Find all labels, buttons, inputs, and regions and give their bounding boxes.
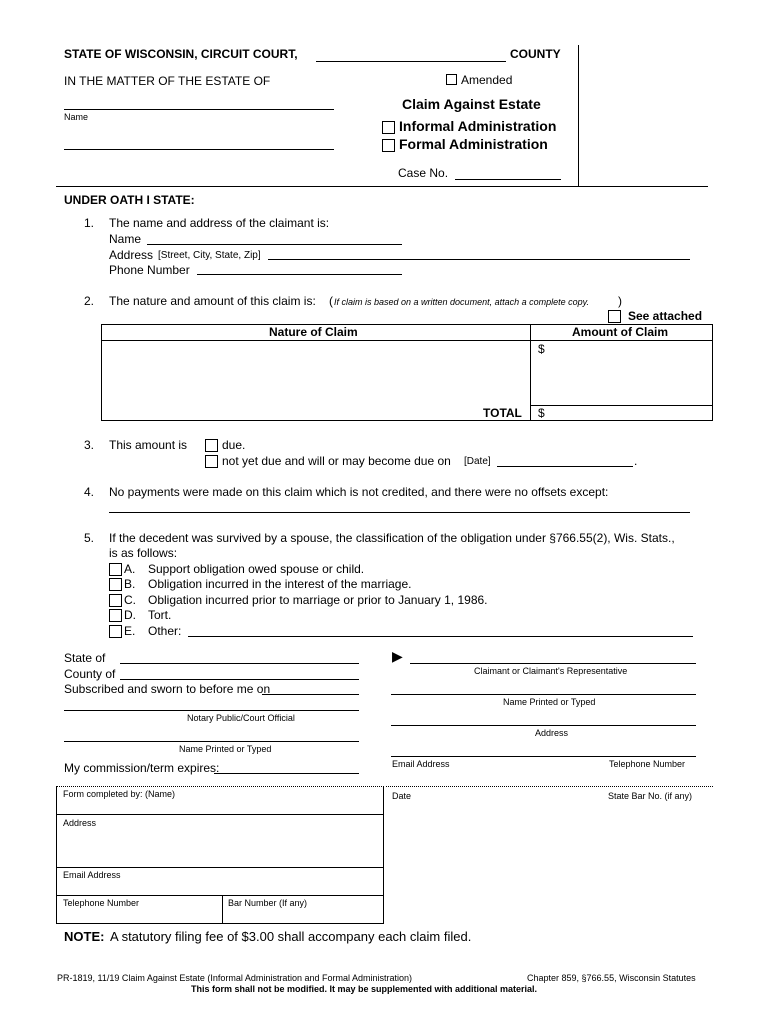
case-no-line[interactable]: [455, 179, 561, 180]
item2-text: The nature and amount of this claim is:: [109, 294, 316, 308]
subscribed-label: Subscribed and sworn to before me on: [64, 682, 271, 696]
form-id: PR-1819, 11/19 Claim Against Estate (Informal Administration and Formal Administration): [57, 973, 412, 983]
completed-box-rule-3: [56, 895, 384, 896]
header-bottom-rule: [56, 186, 708, 187]
county-of-line[interactable]: [120, 679, 359, 680]
claimant-signature-line[interactable]: [410, 663, 696, 664]
oath-heading: UNDER OATH I STATE:: [64, 193, 195, 207]
commission-label: My commission/term expires:: [64, 761, 220, 775]
informal-checkbox[interactable]: [382, 121, 395, 134]
informal-label: Informal Administration: [399, 118, 557, 134]
item4-number: 4.: [84, 485, 95, 499]
completed-email-label[interactable]: Email Address: [63, 870, 121, 880]
option-a-letter: A.: [124, 562, 136, 576]
claimant-telephone-caption: Telephone Number: [609, 759, 686, 769]
county-label: COUNTY: [510, 47, 561, 61]
notary-signature-line[interactable]: [64, 710, 359, 711]
claimant-printed-name-caption: Name Printed or Typed: [503, 697, 596, 707]
claim-table-total-rule: [530, 405, 713, 406]
claimant-date-caption: Date: [392, 791, 412, 801]
county-line[interactable]: [316, 61, 506, 62]
claimant-address-caption: Address: [535, 728, 569, 738]
completed-address-label[interactable]: Address: [63, 818, 97, 828]
notary-name-line[interactable]: [64, 741, 359, 742]
item5-text-line1: If the decedent was survived by a spouse, the classification of the obligation under §766.55(2), Wis. Stats.,: [109, 531, 675, 545]
option-b-checkbox[interactable]: [109, 578, 122, 591]
notary-name-caption: Name Printed or Typed: [179, 744, 272, 754]
sign-here-arrow-icon: ▶: [392, 648, 403, 664]
amount-dollar-sign: $: [538, 342, 545, 356]
offsets-line[interactable]: [109, 512, 690, 513]
nature-column-header: Nature of Claim: [269, 325, 358, 339]
option-d-checkbox[interactable]: [109, 609, 122, 622]
item5-number: 5.: [84, 531, 95, 545]
option-d-text: Tort.: [148, 608, 172, 622]
due-checkbox[interactable]: [205, 439, 218, 452]
form-title: Claim Against Estate: [402, 96, 541, 112]
see-attached-checkbox[interactable]: [608, 310, 621, 323]
not-yet-due-label: not yet due and will or may become due on: [222, 454, 451, 468]
option-a-checkbox[interactable]: [109, 563, 122, 576]
claimant-address-label: Address: [109, 248, 154, 262]
claimant-address-line[interactable]: [268, 259, 690, 260]
option-c-text: Obligation incurred prior to marriage or prior to January 1, 1986.: [148, 593, 488, 607]
claimant-name-label: Name: [109, 232, 142, 246]
item3-text: This amount is: [109, 438, 188, 452]
notary-official-caption: Notary Public/Court Official: [187, 713, 295, 723]
not-yet-due-checkbox[interactable]: [205, 455, 218, 468]
county-of-label: County of: [64, 667, 116, 681]
item2-hint: If claim is based on a written document, attach a complete copy.: [334, 297, 589, 307]
amended-checkbox[interactable]: [446, 74, 457, 85]
modification-notice: This form shall not be modified. It may be supplemented with additional material.: [191, 984, 538, 994]
item2-paren-close: ): [618, 294, 622, 308]
amount-column-header: Amount of Claim: [572, 325, 668, 339]
estate-name-line[interactable]: [64, 109, 334, 110]
address-hint: [Street, City, State, Zip]: [158, 250, 261, 261]
commission-line[interactable]: [214, 773, 359, 774]
claimant-printed-name-line[interactable]: [391, 694, 696, 695]
amended-label: Amended: [461, 73, 513, 87]
option-c-letter: C.: [124, 593, 136, 607]
claimant-email-caption: Email Address: [392, 759, 450, 769]
completed-telephone-label[interactable]: Telephone Number: [63, 898, 140, 908]
completed-box-column-rule: [222, 895, 223, 924]
completed-by-label[interactable]: Form completed by: (Name): [63, 789, 176, 799]
statutes-reference: Chapter 859, §766.55, Wisconsin Statutes: [527, 973, 696, 983]
claimant-email-phone-line[interactable]: [391, 756, 696, 757]
due-date-period: .: [634, 454, 638, 468]
state-of-line[interactable]: [120, 663, 359, 664]
item1-text: The name and address of the claimant is:: [109, 216, 330, 230]
option-b-text: Obligation incurred in the interest of the marriage.: [148, 577, 412, 591]
completed-bar-number-label[interactable]: Bar Number (If any): [228, 898, 308, 908]
formal-checkbox[interactable]: [382, 139, 395, 152]
option-b-letter: B.: [124, 577, 136, 591]
claimant-phone-label: Phone Number: [109, 263, 190, 277]
item1-number: 1.: [84, 216, 95, 230]
note-label: NOTE:: [64, 929, 105, 944]
completed-box-rule-1: [56, 814, 384, 815]
option-d-letter: D.: [124, 608, 136, 622]
nature-of-claim-cell[interactable]: [102, 341, 529, 404]
date-hint: [Date]: [464, 456, 491, 467]
total-dollar-sign: $: [538, 406, 545, 420]
claimant-rep-caption: Claimant or Claimant's Representative: [474, 666, 628, 676]
header-divider: [578, 45, 579, 186]
claimant-phone-line[interactable]: [197, 274, 402, 275]
amount-of-claim-cell[interactable]: [531, 341, 712, 404]
option-e-text: Other:: [148, 624, 182, 638]
note-text: A statutory filing fee of $3.00 shall accompany each claim filed.: [110, 929, 472, 944]
item2-paren-open: (: [329, 294, 333, 308]
claimant-name-line[interactable]: [147, 244, 402, 245]
item4-text: No payments were made on this claim which is not credited, and there were no offsets except:: [109, 485, 609, 499]
claimant-sig-address-line[interactable]: [391, 725, 696, 726]
item2-number: 2.: [84, 294, 95, 308]
matter-label: IN THE MATTER OF THE ESTATE OF: [64, 74, 271, 88]
estate-name-line-2[interactable]: [64, 149, 334, 150]
subscribed-date-line[interactable]: [262, 694, 359, 695]
claimant-date-bar-line[interactable]: [386, 786, 713, 787]
option-e-letter: E.: [124, 624, 136, 638]
formal-label: Formal Administration: [399, 136, 548, 152]
court-heading: STATE OF WISCONSIN, CIRCUIT COURT,: [64, 47, 298, 61]
option-a-text: Support obligation owed spouse or child.: [148, 562, 365, 576]
other-line[interactable]: [188, 636, 693, 637]
item3-number: 3.: [84, 438, 95, 452]
option-e-checkbox[interactable]: [109, 625, 122, 638]
case-no-label: Case No.: [398, 166, 449, 180]
due-label: due.: [222, 438, 246, 452]
option-c-checkbox[interactable]: [109, 594, 122, 607]
name-caption: Name: [64, 112, 89, 122]
see-attached-label: See attached: [628, 309, 703, 323]
completed-box-rule-2: [56, 867, 384, 868]
item5-text-line2: is as follows:: [109, 546, 178, 560]
due-date-line[interactable]: [497, 466, 633, 467]
state-of-label: State of: [64, 651, 106, 665]
state-bar-caption: State Bar No. (if any): [608, 791, 693, 801]
total-label: TOTAL: [483, 406, 522, 420]
